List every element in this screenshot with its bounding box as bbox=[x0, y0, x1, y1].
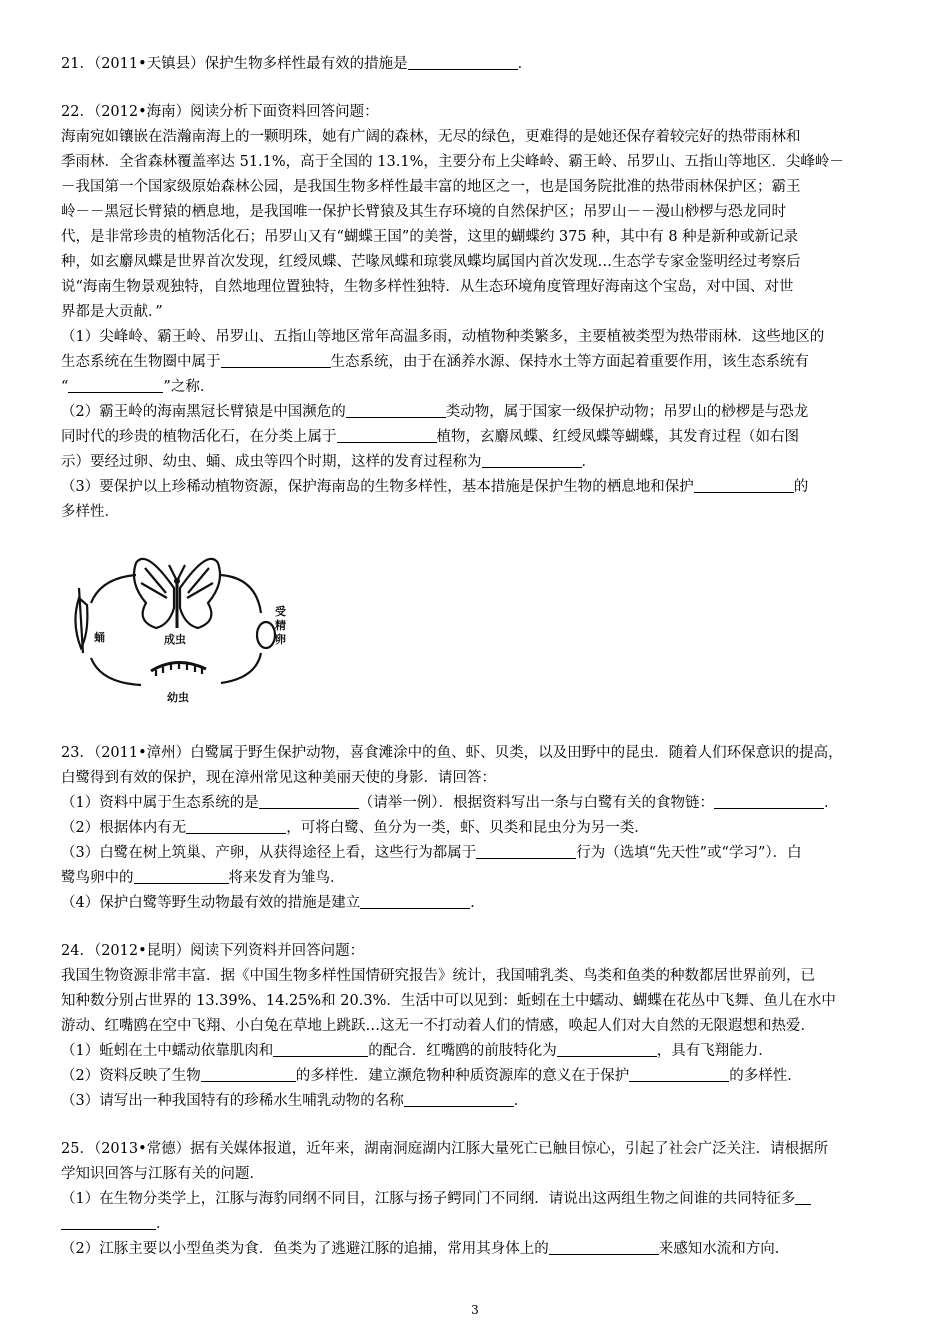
egg-shape bbox=[257, 622, 275, 648]
cycle-arrow bbox=[91, 575, 136, 603]
q25-sub1-line bbox=[61, 1212, 896, 1237]
text: 将来发育为雏鸟． bbox=[228, 870, 345, 886]
q24-sub1-line bbox=[61, 1039, 896, 1064]
question-21 bbox=[61, 52, 896, 77]
text: 类动物，属于国家一级保护动物；吊罗山的桫椤是与恐龙 bbox=[445, 404, 809, 420]
q22-heading: 22．（2012•海南）阅读分析下面资料回答问题： bbox=[61, 104, 379, 120]
q23-line: 白鹭得到有效的保护，现在漳州常见这种美丽天使的身影．请回答： bbox=[61, 770, 496, 786]
text: （请举一例）．根据资料写出一条与白鹭有关的食物链： bbox=[358, 795, 714, 811]
page-number: 3 bbox=[471, 1303, 479, 1317]
label-egg-3: 卵 bbox=[275, 633, 286, 646]
q24-passage-line: 我国生物资源非常丰富．据《中国生物多样性国情研究报告》统计，我国哺乳类、鸟类和鱼类的种数都居世界前列，已 bbox=[61, 968, 815, 984]
text: （1）在生物分类学上，江豚与海豹同纲不同目，江豚与扬子鳄同门不同纲．请说出这两组生物之间谁的共同特征多 bbox=[61, 1191, 796, 1207]
q24-passage-line: 知种数分别占世界的 13.39%、14.25%和 20.3%．生活中可以见到：蚯蚓在土中蠕动、蝴蝶在花丛中飞舞、鱼儿在水中 bbox=[61, 993, 836, 1009]
text: 示）要经过卵、幼虫、蛹、成虫等四个时期，这样的发育过程称为 bbox=[61, 454, 482, 470]
q22-sub3-line bbox=[61, 475, 896, 500]
q22-passage-line: 海南宛如镶嵌在浩瀚南海上的一颗明珠，她有广阔的森林，无尽的绿色，更难得的是她还保存着较完好的热带雨林和 bbox=[61, 129, 801, 145]
q21-tail: ． bbox=[517, 56, 533, 72]
label-larva: 幼虫 bbox=[167, 691, 189, 704]
text: （3）要保护以上珍稀动植物资源，保护海南岛的生物多样性，基本措施是保护生物的栖息地和保护 bbox=[61, 479, 694, 495]
text: （1）资料中属于生态系统的是 bbox=[61, 795, 259, 811]
butterfly-left-wing bbox=[134, 559, 174, 628]
text: 行为（选填“先天性”或“学习”）．白 bbox=[576, 845, 802, 861]
butterfly-head bbox=[174, 578, 180, 584]
text: （1）蚯蚓在土中蠕动依靠肌肉和 bbox=[61, 1043, 274, 1059]
butterfly-lifecycle-diagram bbox=[61, 543, 291, 713]
q25-sub2-line bbox=[61, 1237, 896, 1262]
label-pupa: 蛹 bbox=[94, 631, 105, 644]
text: “ bbox=[61, 379, 69, 395]
text: 同时代的珍贵的植物活化石，在分类上属于 bbox=[61, 429, 337, 445]
answer-blank[interactable] bbox=[61, 1214, 156, 1230]
q21-text: 21．（2011•天镇县）保护生物多样性最有效的措施是 bbox=[61, 56, 408, 72]
q22-passage-line: 岭－－黑冠长臂猿的栖息地，是我国唯一保护长臂猿及其生存环境的自然保护区；吊罗山－－漫山桫椤与恐龙同时 bbox=[61, 204, 786, 220]
answer-blank[interactable] bbox=[360, 893, 470, 909]
q24-sub3-line bbox=[61, 1089, 896, 1114]
q23-line: 23．（2011•漳州）白鹭属于野生保护动物，喜食滩涂中的鱼、虾、贝类，以及田野中的昆虫．随着人们环保意识的提高， bbox=[61, 745, 843, 761]
q24-sub2-line bbox=[61, 1064, 896, 1089]
text: （3）白鹭在树上筑巢、产卵，从获得途径上看，这些行为都属于 bbox=[61, 845, 477, 861]
answer-blank[interactable] bbox=[337, 427, 437, 443]
q22-sub1-line bbox=[61, 375, 896, 400]
answer-blank[interactable] bbox=[68, 377, 163, 393]
q23-sub2-line bbox=[61, 816, 896, 841]
answer-blank[interactable] bbox=[273, 1041, 368, 1057]
q22-sub1-line: （1）尖峰岭、霸王岭、吊罗山、五指山等地区常年高温多雨，动植物种类繁多，主要植被类型为热带雨林．这些地区的 bbox=[61, 329, 825, 345]
text: ，具有飞翔能力． bbox=[656, 1043, 773, 1059]
text: （2）霸王岭的海南黑冠长臂猿是中国濒危的 bbox=[61, 404, 346, 420]
text: 生态系统在生物圈中属于 bbox=[61, 354, 221, 370]
answer-blank[interactable] bbox=[714, 793, 824, 809]
text: 的 bbox=[793, 479, 809, 495]
answer-blank[interactable] bbox=[134, 868, 229, 884]
answer-blank[interactable] bbox=[549, 1239, 659, 1255]
answer-blank[interactable] bbox=[259, 793, 359, 809]
text: （4）保护白鹭等野生动物最有效的措施是建立 bbox=[61, 895, 361, 911]
text: 的多样性． bbox=[729, 1068, 802, 1084]
text: （2）根据体内有无 bbox=[61, 820, 187, 836]
text: ． bbox=[513, 1093, 529, 1109]
question-24 bbox=[61, 939, 896, 1114]
q22-passage-line: 种，如玄麝凤蝶是世界首次发现，红绶凤蝶、芒喙凤蝶和琼裳凤蝶均属国内首次发现…生态学专家金鉴明经过考察后 bbox=[61, 254, 801, 270]
answer-blank[interactable] bbox=[404, 1091, 514, 1107]
answer-blank[interactable] bbox=[629, 1066, 729, 1082]
text: 的多样性．建立濒危物种种质资源库的意义在于保护 bbox=[295, 1068, 630, 1084]
q22-sub2-line bbox=[61, 400, 896, 425]
q23-sub4-line bbox=[61, 891, 896, 916]
text: 来感知水流和方向． bbox=[658, 1241, 790, 1257]
q22-passage-line: 界都是大贡献．” bbox=[61, 304, 163, 320]
text: ． bbox=[823, 795, 839, 811]
question-25 bbox=[61, 1137, 896, 1262]
q22-passage-line: 季雨林．全省森林覆盖率达 51.1%，高于全国的 13.1%，主要分布上尖峰岭、霸王岭、吊罗山、五指山等地区．尖峰岭－ bbox=[61, 154, 844, 170]
q22-sub2-line bbox=[61, 425, 896, 450]
text: 的配合．红嘴鸥的前肢特化为 bbox=[368, 1043, 557, 1059]
q23-sub3-line bbox=[61, 866, 896, 891]
text: ． bbox=[581, 454, 596, 470]
text: ，可将白鹭、鱼分为一类，虾、贝类和昆虫分为另一类． bbox=[286, 820, 649, 836]
answer-blank[interactable] bbox=[201, 1066, 296, 1082]
answer-blank[interactable] bbox=[186, 818, 286, 834]
answer-blank[interactable] bbox=[346, 402, 446, 418]
label-egg-2: 精 bbox=[275, 619, 286, 632]
q22-sub2-line bbox=[61, 450, 896, 475]
text: ． bbox=[156, 1216, 171, 1232]
text: 鹭鸟卵中的 bbox=[61, 870, 134, 886]
answer-blank[interactable] bbox=[557, 1041, 657, 1057]
text: （2）江豚主要以小型鱼类为食．鱼类为了逃避江豚的追捕，常用其身体上的 bbox=[61, 1241, 549, 1257]
butterfly-right-wing bbox=[180, 559, 220, 628]
q24-passage-line: 游动、红嘴鸥在空中飞翔、小白兔在草地上跳跃…这无一不打动着人们的情感，唤起人们对大自然的无限遐想和热爱． bbox=[61, 1018, 815, 1034]
worksheet-page bbox=[61, 52, 896, 1262]
label-egg-1: 受 bbox=[275, 605, 286, 618]
text: （2）资料反映了生物 bbox=[61, 1068, 201, 1084]
question-22 bbox=[61, 100, 896, 525]
label-adult: 成虫 bbox=[164, 633, 186, 646]
q22-sub1-line bbox=[61, 350, 896, 375]
answer-blank[interactable] bbox=[476, 843, 576, 859]
answer-blank[interactable] bbox=[694, 477, 794, 493]
answer-blank[interactable] bbox=[408, 54, 518, 70]
cycle-arrow bbox=[221, 575, 261, 613]
q21-line bbox=[61, 52, 896, 77]
q23-sub1-line bbox=[61, 791, 896, 816]
q25-line: 25．（2013•常德）据有关媒体报道，近年来，湖南洞庭湖内江豚大量死亡已触目惊心，引起了社会广泛关注．请根据所 bbox=[61, 1141, 829, 1157]
q22-sub3-line: 多样性． bbox=[61, 504, 119, 520]
answer-blank[interactable] bbox=[795, 1189, 811, 1205]
question-23 bbox=[61, 741, 896, 916]
q23-sub3-line bbox=[61, 841, 896, 866]
q22-passage-line: －我国第一个国家级原始森林公园，是我国生物多样性最丰富的地区之一，也是国务院批准的热带雨林保护区；霸王 bbox=[61, 179, 801, 195]
butterfly-lifecycle-figure bbox=[61, 543, 291, 713]
cycle-arrow bbox=[221, 653, 261, 683]
text: ． bbox=[470, 895, 485, 911]
q22-passage-line: 代，是非常珍贵的植物活化石；吊罗山又有“蝴蝶王国”的美誉，这里的蝴蝶约 375 种，其中有 8 种是新种或新记录 bbox=[61, 229, 799, 245]
answer-blank[interactable] bbox=[221, 352, 331, 368]
text: ”之称． bbox=[163, 379, 215, 395]
text: （3）请写出一种我国特有的珍稀水生哺乳动物的名称 bbox=[61, 1093, 404, 1109]
text: 植物，玄麝凤蝶、红绶凤蝶等蝴蝶，其发育过程（如右图 bbox=[436, 429, 799, 445]
q24-heading: 24．（2012•昆明）阅读下列资料并回答问题： bbox=[61, 943, 365, 959]
cycle-arrow bbox=[91, 658, 141, 685]
q22-passage-line: 说“海南生物景观独特，自然地理位置独特，生物多样性独特．从生态环境角度管理好海南这个宝岛，对中国、对世 bbox=[61, 279, 794, 295]
answer-blank[interactable] bbox=[482, 452, 582, 468]
q25-line: 学知识回答与江豚有关的问题． bbox=[61, 1166, 264, 1182]
q25-sub1-line bbox=[61, 1187, 896, 1212]
text: 生态系统，由于在涵养水源、保持水土等方面起着重要作用，该生态系统有 bbox=[330, 354, 809, 370]
